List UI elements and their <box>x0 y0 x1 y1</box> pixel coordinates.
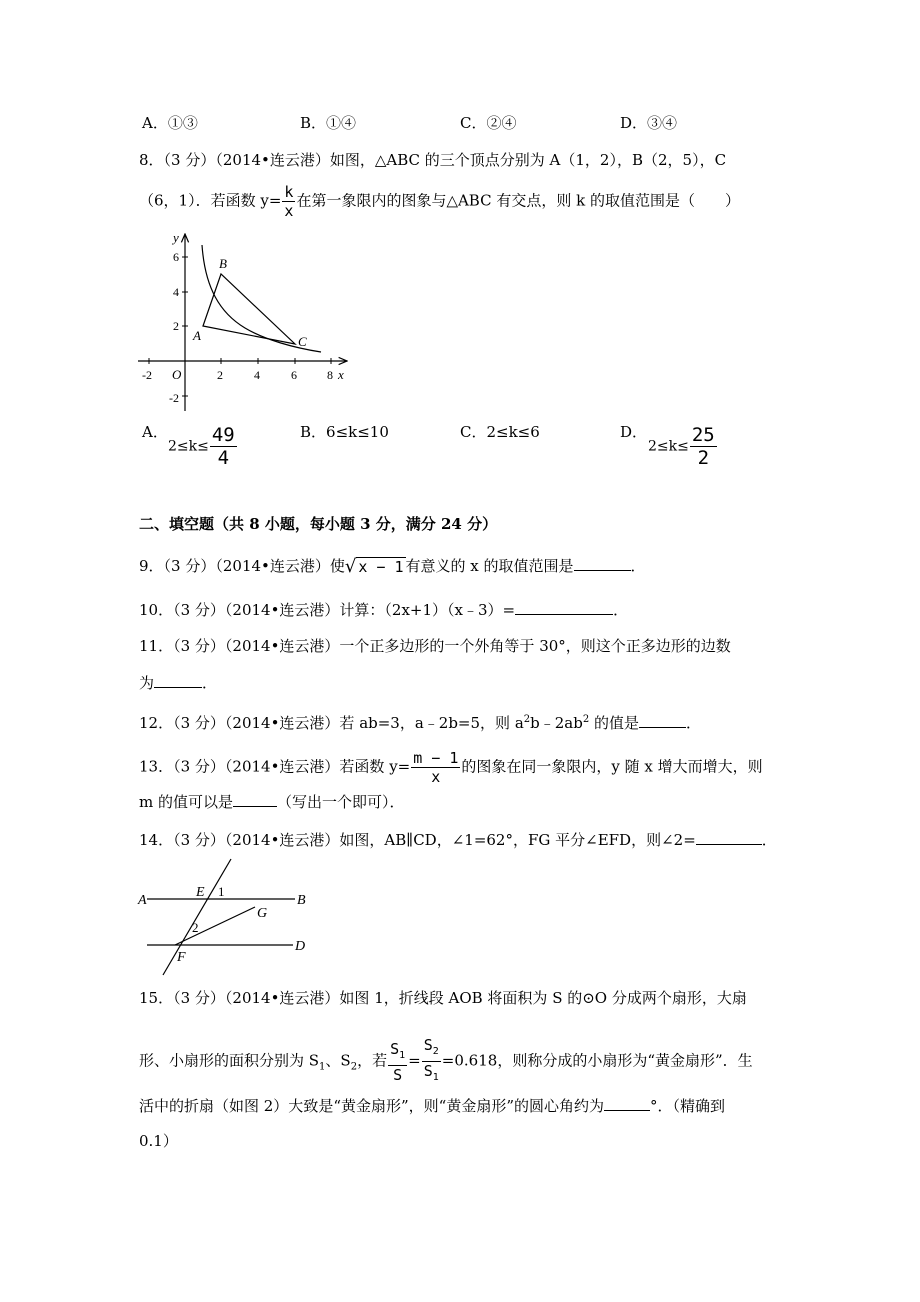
q11-answer-blank[interactable] <box>154 673 202 688</box>
q15-f2-num <box>422 1036 441 1062</box>
q15-f2-num-sub: 2 <box>432 1046 439 1057</box>
q8-option-d-num: 25 <box>691 424 715 446</box>
q15-fraction-1 <box>388 1040 407 1084</box>
q13-answer-blank[interactable] <box>233 792 277 807</box>
q7-option-a: A．①③ <box>142 114 198 132</box>
q9-pre: 9．（3 分）（2014•连云港）使 <box>139 557 345 575</box>
x-axis-label: x <box>338 367 344 382</box>
q12-pre: 12．（3 分）（2014•连云港）若 ab=3，a﹣2b=5，则 a <box>139 714 524 732</box>
fig-label-b: B <box>297 893 306 908</box>
q9-radicand: x − 1 <box>358 558 404 576</box>
q13-pre: 13．（3 分）（2014•连云港）若函数 y= <box>139 757 411 776</box>
origin-label: O <box>172 367 182 382</box>
q8-option-d <box>648 424 718 469</box>
point-a-label: A <box>193 328 201 343</box>
q15-answer-blank[interactable] <box>604 1096 650 1111</box>
q8-option-c: C．2≤k≤6 <box>460 423 540 441</box>
q15-line3-end: °．（精确到 <box>650 1097 726 1115</box>
point-b-label: B <box>219 256 227 271</box>
q10-text: 10．（3 分）（2014•连云港）计算：（2x+1）（x﹣3）= <box>139 601 516 619</box>
q14-figure <box>135 855 325 977</box>
q15-f1-den: S <box>393 1065 403 1084</box>
fig-label-f: F <box>177 950 186 965</box>
section-2-title: 二、填空题（共 8 小题，每小题 3 分，满分 24 分） <box>139 515 498 533</box>
q10-line <box>139 600 628 620</box>
point-c-label: C <box>298 334 307 349</box>
q14-line <box>139 830 777 850</box>
q13-line2-post: （写出一个即可）． <box>277 793 405 811</box>
q7-option-b: B．①④ <box>300 114 357 132</box>
q8-option-a-num: 49 <box>211 424 235 446</box>
q8-line2 <box>139 183 740 220</box>
q8-line1: 8．（3 分）（2014•连云港）如图，△ABC 的三个顶点分别为 A（1，2），B（2，5），C <box>139 151 727 169</box>
q15-line2-post: 0.618，则称分成的小扇形为“黄金扇形”．生 <box>454 1051 753 1070</box>
q13-fraction <box>411 749 460 786</box>
x-tick-neg2: -2 <box>142 368 152 382</box>
q15-line2-mid: 、S <box>325 1051 351 1070</box>
y-tick-neg2: -2 <box>169 391 179 405</box>
q8-line2-post: 在第一象限内的图象与△ABC 有交点，则 k 的取值范围是（ ） <box>296 191 740 210</box>
q11-line2-pre: 为 <box>139 674 155 692</box>
q12-sup2: 2 <box>582 714 590 725</box>
bisector-fg <box>175 907 255 945</box>
q12-end: ． <box>686 714 702 732</box>
q9-answer-blank[interactable] <box>574 556 631 571</box>
q12-line <box>139 710 701 733</box>
q9-post: 有意义的 x 的取值范围是 <box>405 557 574 575</box>
q15-f2-num-s: S <box>423 1036 433 1054</box>
q15-f1-num <box>388 1040 407 1066</box>
q13-frac-den: x <box>431 768 441 786</box>
q8-line2-pre: （6，1）．若函数 y= <box>139 191 282 210</box>
q15-f2-den-s: S <box>423 1062 433 1080</box>
q8-option-a <box>168 424 238 469</box>
q15-line3 <box>139 1096 725 1116</box>
q15-equals-2: = <box>441 1051 455 1070</box>
transversal-ef <box>163 859 231 975</box>
triangle-abc <box>203 274 295 344</box>
q11-line2 <box>139 673 217 693</box>
x-tick-8: 8 <box>327 368 333 382</box>
y-tick-4: 4 <box>173 285 179 299</box>
q15-fraction-2 <box>422 1036 441 1087</box>
fig-label-g: G <box>257 906 268 921</box>
q12-sup1: 2 <box>523 714 531 725</box>
q12-post: 的值是 <box>589 714 639 732</box>
q10-end: ． <box>613 601 629 619</box>
q11-end: ． <box>202 674 218 692</box>
q15-line2-ruo: ，若 <box>357 1051 388 1070</box>
x-tick-2: 2 <box>217 368 223 382</box>
q8-option-a-frac <box>210 424 237 469</box>
q13-line1 <box>139 749 763 786</box>
q15-f1-num-s: S <box>390 1039 400 1058</box>
q8-frac-den: x <box>284 202 294 220</box>
q15-line3-text: 活中的折扇（如图 2）大致是“黄金扇形”，则“黄金扇形”的圆心角约为 <box>139 1097 604 1115</box>
fig-angle-1: 1 <box>218 884 225 899</box>
q13-frac-num: m − 1 <box>413 749 459 767</box>
q7-option-c: C．②④ <box>460 114 517 132</box>
q15-f2-den-sub: 1 <box>432 1072 439 1083</box>
q8-option-d-den: 2 <box>697 447 710 469</box>
fig-label-d: D <box>295 939 306 954</box>
q15-line1: 15．（3 分）（2014•连云港）如图 1，折线段 AOB 将面积为 S 的⊙O 分成两个扇形，大扇 <box>139 989 747 1007</box>
q15-sub1: 1 <box>319 1061 326 1073</box>
q11-line1: 11．（3 分）（2014•连云港）一个正多边形的一个外角等于 30°，则这个正多边形的边数 <box>139 637 731 655</box>
q12-mid: b﹣2ab <box>530 714 583 732</box>
q8-option-d-text: 2≤k≤ <box>648 438 689 455</box>
q9-end: ． <box>630 557 646 575</box>
q9-sqrt <box>345 557 406 577</box>
q14-end: ． <box>761 831 777 849</box>
q12-answer-blank[interactable] <box>639 713 686 728</box>
q8-option-a-den: 4 <box>217 447 230 469</box>
q15-line2-pre: 形、小扇形的面积分别为 S <box>139 1051 320 1070</box>
q10-answer-blank[interactable] <box>515 600 613 615</box>
q8-option-a-label: A． <box>142 423 168 441</box>
q8-option-b: B．6≤k≤10 <box>300 423 389 441</box>
q15-f2-den <box>422 1062 441 1087</box>
x-tick-4: 4 <box>254 368 260 382</box>
y-tick-6: 6 <box>173 250 179 264</box>
q15-equals: = <box>408 1051 421 1070</box>
q9-line <box>139 556 646 577</box>
q13-line2-pre: m 的值可以是 <box>139 793 233 811</box>
q14-answer-blank[interactable] <box>696 830 762 845</box>
q15-line4: 0.1） <box>139 1132 178 1150</box>
q13-line2 <box>139 792 405 812</box>
x-tick-6: 6 <box>291 368 297 382</box>
sqrt-symbol-icon: √ <box>344 556 357 577</box>
q7-option-d: D．③④ <box>620 114 678 132</box>
q8-graph <box>135 228 355 413</box>
q14-text: 14．（3 分）（2014•连云港）如图，AB∥CD，∠1=62°，FG 平分∠EFD，则∠2= <box>139 831 696 849</box>
q15-line2 <box>139 1036 753 1087</box>
fig-label-a: A <box>138 893 147 908</box>
y-axis-label: y <box>173 230 179 245</box>
q13-post: 的图象在同一象限内，y 随 x 增大而增大，则 <box>461 757 763 776</box>
q8-option-d-frac <box>690 424 717 469</box>
q8-option-a-text: 2≤k≤ <box>168 438 209 455</box>
fig-label-e: E <box>196 885 205 900</box>
fig-angle-2: 2 <box>192 920 199 935</box>
q8-frac-num: k <box>284 183 294 201</box>
q15-f1-num-sub: 1 <box>399 1049 406 1061</box>
q8-fraction <box>282 183 295 220</box>
y-tick-2: 2 <box>173 319 179 333</box>
q15-sub2: 2 <box>350 1061 358 1073</box>
q8-option-d-label: D． <box>620 423 648 441</box>
